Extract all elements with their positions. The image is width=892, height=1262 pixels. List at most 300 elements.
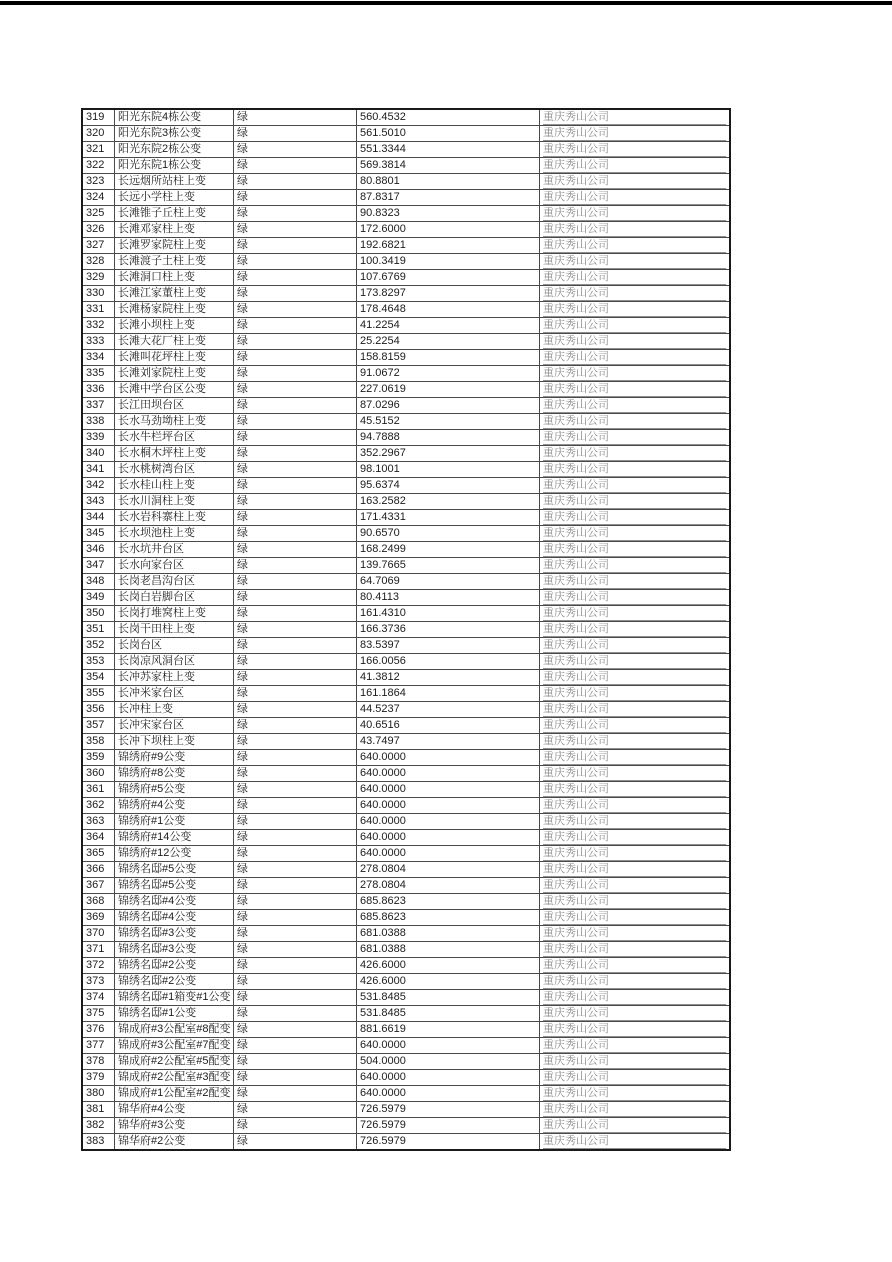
row-number-cell: 361 [82, 782, 115, 798]
company-cell [540, 526, 731, 542]
row-number-cell: 320 [82, 126, 115, 142]
table-row [82, 109, 730, 126]
device-name-cell: 长水向家台区 [115, 558, 234, 574]
row-number-cell: 360 [82, 766, 115, 782]
row-number-cell: 344 [82, 510, 115, 526]
capacity-cell: 45.5152 [357, 414, 540, 430]
company-cell [540, 878, 731, 894]
row-number-cell: 328 [82, 254, 115, 270]
capacity-cell: 640.0000 [357, 846, 540, 862]
company-link[interactable]: 重庆秀山公司 [543, 159, 726, 173]
status-cell: 绿 [234, 558, 357, 574]
row-number-cell: 348 [82, 574, 115, 590]
device-name-cell: 长滩邓家柱上变 [115, 222, 234, 238]
company-link[interactable]: 重庆秀山公司 [543, 335, 726, 349]
table-row [82, 318, 730, 334]
table-row [82, 286, 730, 302]
company-link[interactable]: 重庆秀山公司 [543, 911, 726, 925]
company-link[interactable]: 重庆秀山公司 [543, 111, 726, 125]
company-link[interactable]: 重庆秀山公司 [543, 191, 726, 205]
company-link[interactable]: 重庆秀山公司 [543, 847, 726, 861]
device-name-cell: 锦绣府#12公变 [115, 846, 234, 862]
status-cell: 绿 [234, 750, 357, 766]
device-name-cell: 阳光东院3栋公变 [115, 126, 234, 142]
company-cell [540, 830, 731, 846]
status-cell: 绿 [234, 1134, 357, 1151]
capacity-cell: 40.6516 [357, 718, 540, 734]
status-cell: 绿 [234, 974, 357, 990]
status-cell: 绿 [234, 862, 357, 878]
capacity-cell: 561.5010 [357, 126, 540, 142]
device-name-cell: 长滩锥子丘柱上变 [115, 206, 234, 222]
capacity-cell: 178.4648 [357, 302, 540, 318]
capacity-cell: 640.0000 [357, 1086, 540, 1102]
table-row [82, 590, 730, 606]
device-name-cell: 长滩罗家院柱上变 [115, 238, 234, 254]
company-link[interactable]: 重庆秀山公司 [543, 1071, 726, 1085]
table-row [82, 670, 730, 686]
company-cell [540, 638, 731, 654]
company-cell [540, 222, 731, 238]
device-name-cell: 长水桃树湾台区 [115, 462, 234, 478]
company-link[interactable]: 重庆秀山公司 [543, 975, 726, 989]
company-cell [540, 590, 731, 606]
company-cell [540, 478, 731, 494]
capacity-cell: 161.1864 [357, 686, 540, 702]
row-number-cell: 377 [82, 1038, 115, 1054]
company-cell [540, 654, 731, 670]
device-name-cell: 长岗干田柱上变 [115, 622, 234, 638]
row-number-cell: 321 [82, 142, 115, 158]
capacity-cell: 139.7665 [357, 558, 540, 574]
company-cell [540, 366, 731, 382]
device-name-cell: 长滩小坝柱上变 [115, 318, 234, 334]
table-row [82, 382, 730, 398]
table-row [82, 798, 730, 814]
device-name-cell: 锦绣名邸#2公变 [115, 974, 234, 990]
status-cell: 绿 [234, 1118, 357, 1134]
company-cell [540, 862, 731, 878]
company-link[interactable]: 重庆秀山公司 [543, 383, 726, 397]
row-number-cell: 371 [82, 942, 115, 958]
company-link[interactable]: 重庆秀山公司 [543, 527, 726, 541]
capacity-cell: 94.7888 [357, 430, 540, 446]
row-number-cell: 374 [82, 990, 115, 1006]
company-cell [540, 622, 731, 638]
capacity-cell: 172.6000 [357, 222, 540, 238]
table-row [82, 926, 730, 942]
capacity-cell: 352.2967 [357, 446, 540, 462]
table-row [82, 510, 730, 526]
status-cell: 绿 [234, 254, 357, 270]
row-number-cell: 363 [82, 814, 115, 830]
row-number-cell: 330 [82, 286, 115, 302]
company-cell [540, 382, 731, 398]
capacity-cell: 158.8159 [357, 350, 540, 366]
company-link[interactable]: 重庆秀山公司 [543, 831, 726, 845]
status-cell: 绿 [234, 574, 357, 590]
status-cell: 绿 [234, 654, 357, 670]
device-name-cell: 长水岩科寨柱上变 [115, 510, 234, 526]
status-cell: 绿 [234, 718, 357, 734]
company-link[interactable]: 重庆秀山公司 [543, 895, 726, 909]
device-name-cell: 长水川洞柱上变 [115, 494, 234, 510]
status-cell: 绿 [234, 398, 357, 414]
company-cell [540, 1022, 731, 1038]
capacity-cell: 569.3814 [357, 158, 540, 174]
device-name-cell: 长水桐木坪柱上变 [115, 446, 234, 462]
company-link[interactable]: 重庆秀山公司 [543, 207, 726, 221]
company-link[interactable]: 重庆秀山公司 [543, 751, 726, 765]
company-link[interactable]: 重庆秀山公司 [543, 175, 726, 189]
status-cell: 绿 [234, 142, 357, 158]
company-cell [540, 398, 731, 414]
table-row [82, 446, 730, 462]
company-link[interactable]: 重庆秀山公司 [543, 703, 726, 717]
capacity-cell: 163.2582 [357, 494, 540, 510]
page-top-rule [0, 1, 892, 5]
device-name-cell: 锦绣府#5公变 [115, 782, 234, 798]
row-number-cell: 349 [82, 590, 115, 606]
status-cell: 绿 [234, 350, 357, 366]
status-cell: 绿 [234, 798, 357, 814]
company-link[interactable]: 重庆秀山公司 [543, 799, 726, 813]
company-cell [540, 190, 731, 206]
row-number-cell: 370 [82, 926, 115, 942]
company-link[interactable]: 重庆秀山公司 [543, 655, 726, 669]
company-cell [540, 942, 731, 958]
table-row [82, 542, 730, 558]
company-link[interactable]: 重庆秀山公司 [543, 303, 726, 317]
device-name-cell: 长江田坝台区 [115, 398, 234, 414]
row-number-cell: 326 [82, 222, 115, 238]
table-row [82, 478, 730, 494]
table-row [82, 1038, 730, 1054]
company-cell [540, 318, 731, 334]
device-name-cell: 锦绣名邸#3公变 [115, 926, 234, 942]
device-name-cell: 锦华府#4公变 [115, 1102, 234, 1118]
company-link[interactable]: 重庆秀山公司 [543, 431, 726, 445]
capacity-cell: 90.8323 [357, 206, 540, 222]
row-number-cell: 343 [82, 494, 115, 510]
row-number-cell: 354 [82, 670, 115, 686]
company-link[interactable]: 重庆秀山公司 [543, 1055, 726, 1069]
company-link[interactable]: 重庆秀山公司 [543, 511, 726, 525]
company-link[interactable]: 重庆秀山公司 [543, 1039, 726, 1053]
capacity-cell: 551.3344 [357, 142, 540, 158]
table-row [82, 526, 730, 542]
row-number-cell: 319 [82, 109, 115, 126]
company-link[interactable]: 重庆秀山公司 [543, 239, 726, 253]
status-cell: 绿 [234, 190, 357, 206]
table-row [82, 766, 730, 782]
company-cell [540, 990, 731, 1006]
company-cell [540, 910, 731, 926]
status-cell: 绿 [234, 286, 357, 302]
table-row [82, 1118, 730, 1134]
company-link[interactable]: 重庆秀山公司 [543, 719, 726, 733]
company-link[interactable]: 重庆秀山公司 [543, 559, 726, 573]
table-row [82, 334, 730, 350]
table-row [82, 1022, 730, 1038]
device-name-cell: 长冲米家台区 [115, 686, 234, 702]
company-link[interactable]: 重庆秀山公司 [543, 127, 726, 141]
company-link[interactable]: 重庆秀山公司 [543, 1087, 726, 1101]
table-row [82, 718, 730, 734]
status-cell: 绿 [234, 926, 357, 942]
device-name-cell: 长滩洞口柱上变 [115, 270, 234, 286]
table-row [82, 174, 730, 190]
company-link[interactable]: 重庆秀山公司 [543, 543, 726, 557]
company-cell [540, 686, 731, 702]
device-name-cell: 长岗白岩脚台区 [115, 590, 234, 606]
row-number-cell: 340 [82, 446, 115, 462]
row-number-cell: 367 [82, 878, 115, 894]
company-link[interactable]: 重庆秀山公司 [543, 479, 726, 493]
row-number-cell: 331 [82, 302, 115, 318]
capacity-cell: 166.3736 [357, 622, 540, 638]
company-link[interactable]: 重庆秀山公司 [543, 415, 726, 429]
company-link[interactable]: 重庆秀山公司 [543, 271, 726, 285]
company-cell [540, 1118, 731, 1134]
status-cell: 绿 [234, 990, 357, 1006]
company-link[interactable]: 重庆秀山公司 [543, 575, 726, 589]
company-link[interactable]: 重庆秀山公司 [543, 687, 726, 701]
capacity-cell: 685.8623 [357, 910, 540, 926]
device-name-cell: 长岗台区 [115, 638, 234, 654]
status-cell: 绿 [234, 174, 357, 190]
company-cell [540, 1134, 731, 1151]
company-link[interactable]: 重庆秀山公司 [543, 927, 726, 941]
company-link[interactable]: 重庆秀山公司 [543, 463, 726, 477]
capacity-cell: 100.3419 [357, 254, 540, 270]
company-cell [540, 782, 731, 798]
company-link[interactable]: 重庆秀山公司 [543, 863, 726, 877]
company-cell [540, 1086, 731, 1102]
company-link[interactable]: 重庆秀山公司 [543, 143, 726, 157]
table-row [82, 206, 730, 222]
table-row [82, 366, 730, 382]
company-link[interactable]: 重庆秀山公司 [543, 815, 726, 829]
status-cell: 绿 [234, 462, 357, 478]
device-name-cell: 长冲宋家台区 [115, 718, 234, 734]
table-row [82, 462, 730, 478]
capacity-cell: 531.8485 [357, 1006, 540, 1022]
company-cell [540, 670, 731, 686]
company-link[interactable]: 重庆秀山公司 [543, 1007, 726, 1021]
company-cell [540, 462, 731, 478]
row-number-cell: 383 [82, 1134, 115, 1151]
capacity-cell: 107.6769 [357, 270, 540, 286]
company-link[interactable]: 重庆秀山公司 [543, 671, 726, 685]
company-link[interactable]: 重庆秀山公司 [543, 767, 726, 781]
status-cell: 绿 [234, 686, 357, 702]
status-cell: 绿 [234, 894, 357, 910]
capacity-cell: 726.5979 [357, 1118, 540, 1134]
company-link[interactable]: 重庆秀山公司 [543, 399, 726, 413]
capacity-cell: 80.4113 [357, 590, 540, 606]
device-name-cell: 长水马劲坳柱上变 [115, 414, 234, 430]
table-row [82, 238, 730, 254]
row-number-cell: 323 [82, 174, 115, 190]
company-link[interactable]: 重庆秀山公司 [543, 991, 726, 1005]
row-number-cell: 380 [82, 1086, 115, 1102]
device-name-cell: 锦绣名邸#5公变 [115, 878, 234, 894]
row-number-cell: 325 [82, 206, 115, 222]
company-link[interactable]: 重庆秀山公司 [543, 639, 726, 653]
company-link[interactable]: 重庆秀山公司 [543, 447, 726, 461]
company-link[interactable]: 重庆秀山公司 [543, 223, 726, 237]
table-row [82, 126, 730, 142]
company-link[interactable]: 重庆秀山公司 [543, 879, 726, 893]
company-link[interactable]: 重庆秀山公司 [543, 1135, 726, 1149]
company-cell [540, 814, 731, 830]
row-number-cell: 352 [82, 638, 115, 654]
company-cell [540, 286, 731, 302]
status-cell: 绿 [234, 878, 357, 894]
table-row [82, 942, 730, 958]
company-link[interactable]: 重庆秀山公司 [543, 783, 726, 797]
company-link[interactable]: 重庆秀山公司 [543, 591, 726, 605]
transformer-data-table [81, 108, 731, 1151]
row-number-cell: 356 [82, 702, 115, 718]
company-link[interactable]: 重庆秀山公司 [543, 1119, 726, 1133]
company-link[interactable]: 重庆秀山公司 [543, 943, 726, 957]
device-name-cell: 锦华府#3公变 [115, 1118, 234, 1134]
status-cell: 绿 [234, 622, 357, 638]
status-cell: 绿 [234, 109, 357, 126]
company-cell [540, 1070, 731, 1086]
company-cell [540, 510, 731, 526]
device-name-cell: 锦绣名邸#3公变 [115, 942, 234, 958]
table-row [82, 1054, 730, 1070]
device-name-cell: 长岗打堆窝柱上变 [115, 606, 234, 622]
status-cell: 绿 [234, 606, 357, 622]
company-cell [540, 494, 731, 510]
status-cell: 绿 [234, 382, 357, 398]
status-cell: 绿 [234, 1054, 357, 1070]
device-name-cell: 锦绣府#1公变 [115, 814, 234, 830]
device-name-cell: 长岗老昌沟台区 [115, 574, 234, 590]
company-cell [540, 702, 731, 718]
status-cell: 绿 [234, 446, 357, 462]
status-cell: 绿 [234, 206, 357, 222]
table-row [82, 686, 730, 702]
company-link[interactable]: 重庆秀山公司 [543, 959, 726, 973]
row-number-cell: 375 [82, 1006, 115, 1022]
table-row [82, 782, 730, 798]
device-name-cell: 锦绣名邸#4公变 [115, 910, 234, 926]
capacity-cell: 91.0672 [357, 366, 540, 382]
status-cell: 绿 [234, 510, 357, 526]
company-cell [540, 558, 731, 574]
status-cell: 绿 [234, 782, 357, 798]
row-number-cell: 336 [82, 382, 115, 398]
table-row [82, 574, 730, 590]
status-cell: 绿 [234, 366, 357, 382]
company-link[interactable]: 重庆秀山公司 [543, 351, 726, 365]
table-row [82, 1006, 730, 1022]
row-number-cell: 329 [82, 270, 115, 286]
row-number-cell: 366 [82, 862, 115, 878]
company-link[interactable]: 重庆秀山公司 [543, 1023, 726, 1037]
company-link[interactable]: 重庆秀山公司 [543, 495, 726, 509]
company-link[interactable]: 重庆秀山公司 [543, 623, 726, 637]
company-cell [540, 334, 731, 350]
company-cell [540, 846, 731, 862]
device-name-cell: 锦绣府#9公变 [115, 750, 234, 766]
company-cell [540, 974, 731, 990]
row-number-cell: 368 [82, 894, 115, 910]
capacity-cell: 41.3812 [357, 670, 540, 686]
table-row [82, 414, 730, 430]
device-name-cell: 长滩大花厂柱上变 [115, 334, 234, 350]
row-number-cell: 347 [82, 558, 115, 574]
status-cell: 绿 [234, 302, 357, 318]
table-row [82, 750, 730, 766]
device-name-cell: 阳光东院2栋公变 [115, 142, 234, 158]
row-number-cell: 355 [82, 686, 115, 702]
device-name-cell: 锦成府#3公配室#8配变 [115, 1022, 234, 1038]
table-row [82, 862, 730, 878]
row-number-cell: 338 [82, 414, 115, 430]
row-number-cell: 337 [82, 398, 115, 414]
row-number-cell: 351 [82, 622, 115, 638]
company-cell [540, 750, 731, 766]
company-cell [540, 270, 731, 286]
table-row [82, 702, 730, 718]
company-link[interactable]: 重庆秀山公司 [543, 367, 726, 381]
status-cell: 绿 [234, 766, 357, 782]
device-name-cell: 长冲下坝柱上变 [115, 734, 234, 750]
row-number-cell: 358 [82, 734, 115, 750]
device-name-cell: 锦绣府#14公变 [115, 830, 234, 846]
capacity-cell: 173.8297 [357, 286, 540, 302]
company-link[interactable]: 重庆秀山公司 [543, 319, 726, 333]
status-cell: 绿 [234, 1022, 357, 1038]
device-name-cell: 长滩渡子土柱上变 [115, 254, 234, 270]
status-cell: 绿 [234, 542, 357, 558]
row-number-cell: 334 [82, 350, 115, 366]
company-cell [540, 894, 731, 910]
row-number-cell: 378 [82, 1054, 115, 1070]
status-cell: 绿 [234, 414, 357, 430]
company-link[interactable]: 重庆秀山公司 [543, 255, 726, 269]
device-name-cell: 阳光东院1栋公变 [115, 158, 234, 174]
table-row [82, 606, 730, 622]
status-cell: 绿 [234, 1038, 357, 1054]
table-row [82, 958, 730, 974]
company-link[interactable]: 重庆秀山公司 [543, 735, 726, 749]
company-cell [540, 542, 731, 558]
status-cell: 绿 [234, 526, 357, 542]
row-number-cell: 379 [82, 1070, 115, 1086]
capacity-cell: 426.6000 [357, 958, 540, 974]
device-name-cell: 锦绣名邸#5公变 [115, 862, 234, 878]
company-cell [540, 798, 731, 814]
company-link[interactable]: 重庆秀山公司 [543, 1103, 726, 1117]
company-link[interactable]: 重庆秀山公司 [543, 287, 726, 301]
company-cell [540, 126, 731, 142]
table-row [82, 494, 730, 510]
row-number-cell: 362 [82, 798, 115, 814]
row-number-cell: 357 [82, 718, 115, 734]
company-link[interactable]: 重庆秀山公司 [543, 607, 726, 621]
status-cell: 绿 [234, 734, 357, 750]
status-cell: 绿 [234, 830, 357, 846]
company-cell [540, 142, 731, 158]
row-number-cell: 322 [82, 158, 115, 174]
